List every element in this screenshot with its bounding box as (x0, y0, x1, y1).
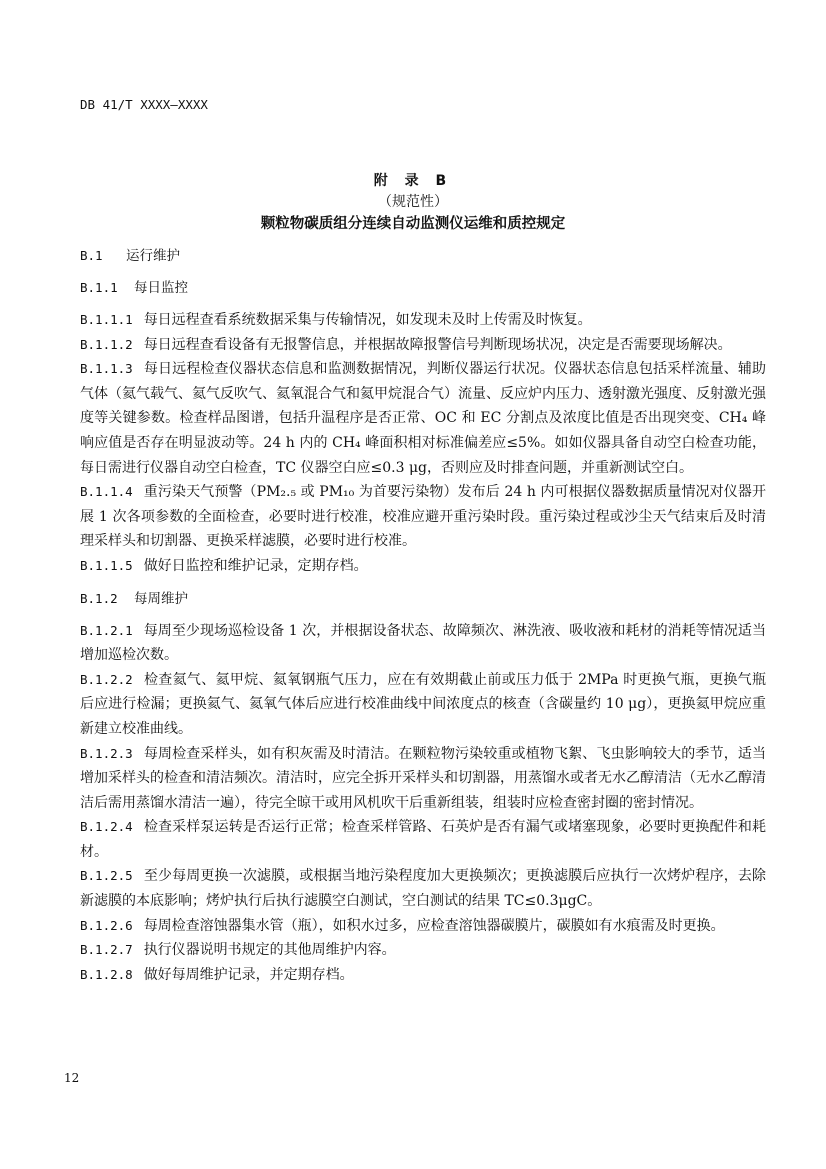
section-heading: B.1 运行维护 (80, 248, 180, 264)
clause-text: 每周至少现场巡检设备 1 次，并根据设备状态、故障频次、淋洗液、吸收液和耗材的消耗等情况适当增加巡检次数。 (80, 622, 766, 664)
clause (80, 938, 766, 963)
clause-number: B.1.1.5 (80, 557, 133, 573)
document-header: DB 41/T XXXX—XXXX (80, 97, 208, 112)
weekly-clauses (80, 619, 766, 988)
section-heading: B.1.2 每周维护 (80, 590, 188, 607)
clause-number: B.1.2.3 (80, 745, 133, 761)
clause (80, 333, 766, 358)
clause (80, 357, 766, 480)
clause (80, 742, 766, 816)
clause-text: 检查氦气、氦甲烷、氦氧钢瓶气压力，应在有效期截止前或压力低于 2MPa 时更换气瓶，更换气瓶后应进行检漏；更换氦气、氦氧气体后应进行校准曲线中间浓度点的核查（含碳量约 10 μg），更换氦甲烷应重新建立校准曲线。 (80, 671, 766, 737)
clause-text: 每周检查采样头，如有积灰需及时清洁。在颗粒物污染较重或植物飞絮、飞虫影响较大的季节，适当增加采样头的检查和清洁频次。清洁时，应完全拆开采样头和切割器，用蒸馏水或者无水乙醇清洁（无水乙醇清洁后需用蒸馏水清洁一遍），待完全晾干或用风机吹干后重新组装，组装时应检查密封圈的密封情况。 (80, 745, 766, 811)
clause (80, 619, 766, 668)
clause-text: 每周检查溶蚀器集水管（瓶），如积水过多，应检查溶蚀器碳膜片，碳膜如有水痕需及时更换。 (143, 917, 725, 934)
clause-text: 执行仪器说明书规定的其他周维护内容。 (143, 942, 396, 959)
appendix-title: 颗粒物碳质组分连续自动监测仪运维和质控规定 (260, 216, 566, 232)
clause (80, 864, 766, 913)
appendix-label: 附 录 B (373, 173, 453, 189)
clause-text: 做好日监控和维护记录，定期存档。 (143, 557, 368, 574)
clause (80, 554, 766, 579)
page-number: 12 (64, 1071, 80, 1085)
section-heading: B.1.1 每日监控 (80, 280, 188, 296)
daily-clauses (80, 308, 766, 579)
clause (80, 308, 766, 333)
clause-text: 做好每周维护记录，并定期存档。 (143, 966, 354, 983)
clause-number: B.1.2.1 (80, 622, 133, 638)
clause (80, 963, 766, 988)
clause-text: 每日远程查看设备有无报警信息，并根据故障报警信号判断现场状况，决定是否需要现场解决。 (143, 336, 732, 353)
clause-number: B.1.2.6 (80, 917, 133, 933)
clause-number: B.1.1.2 (80, 336, 133, 352)
clause-text: 至少每周更换一次滤膜，或根据当地污染程度加大更换频次；更换滤膜后应执行一次烤炉程序，去除新滤膜的本底影响；烤炉执行后执行滤膜空白测试，空白测试的结果 TC≤0.3μgC。 (80, 868, 766, 910)
clause (80, 914, 766, 939)
clause (80, 480, 766, 554)
clause-text: 重污染天气预警（PM₂.₅ 或 PM₁₀ 为首要污染物）发布后 24 h 内可根据仪器数据质量情况对仪器开展 1 次各项参数的全面检查，必要时进行校准，校准应避开重污染时段。重污染过程或沙尘天气结束后及时清理采样头和切割器、更换采样滤膜，必要时进行校准。 (80, 484, 766, 550)
clause-text: 每日远程检查仪器状态信息和监测数据情况，判断仪器运行状况。仪器状态信息包括采样流量、辅助气体（氦气载气、氦气反吹气、氦氧混合气和氦甲烷混合气）流量、反应炉内压力、透射激光强度、反射激光强度等关键参数。检查样品图谱，包括升温程序是否正常、OC 和 EC 分割点及浓度比值是否出现突变、CH₄ 峰响应值是否存在明显波动等。24 h 内的 CH₄ 峰面积相对标准偏差应≤5%。如如仪器具备自动空白检查功能，每日需进行仪器自动空白检查，TC 仪器空白应≤0.3 μg，否则应及时排查问题，并重新测试空白。 (80, 361, 766, 476)
appendix-type: （规范性） (378, 194, 448, 210)
clause-text: 每日远程查看系统数据采集与传输情况，如发现未及时上传需及时恢复。 (143, 312, 592, 328)
clause-number: B.1.1.3 (80, 361, 133, 377)
clause-number: B.1.1.4 (80, 484, 133, 500)
clause-number: B.1.2.8 (80, 966, 133, 982)
clause-number: B.1.2.5 (80, 868, 133, 884)
document-body (80, 244, 766, 987)
clause-text: 检查采样泵运转是否运行正常；检查采样管路、石英炉是否有漏气或堵塞现象，必要时更换配件和耗材。 (80, 819, 766, 860)
clause-number: B.1.2.7 (80, 942, 133, 958)
clause (80, 815, 766, 864)
clause-number: B.1.1.1 (80, 312, 133, 327)
clause (80, 668, 766, 742)
clause-number: B.1.2.4 (80, 819, 133, 835)
clause-number: B.1.2.2 (80, 671, 133, 687)
